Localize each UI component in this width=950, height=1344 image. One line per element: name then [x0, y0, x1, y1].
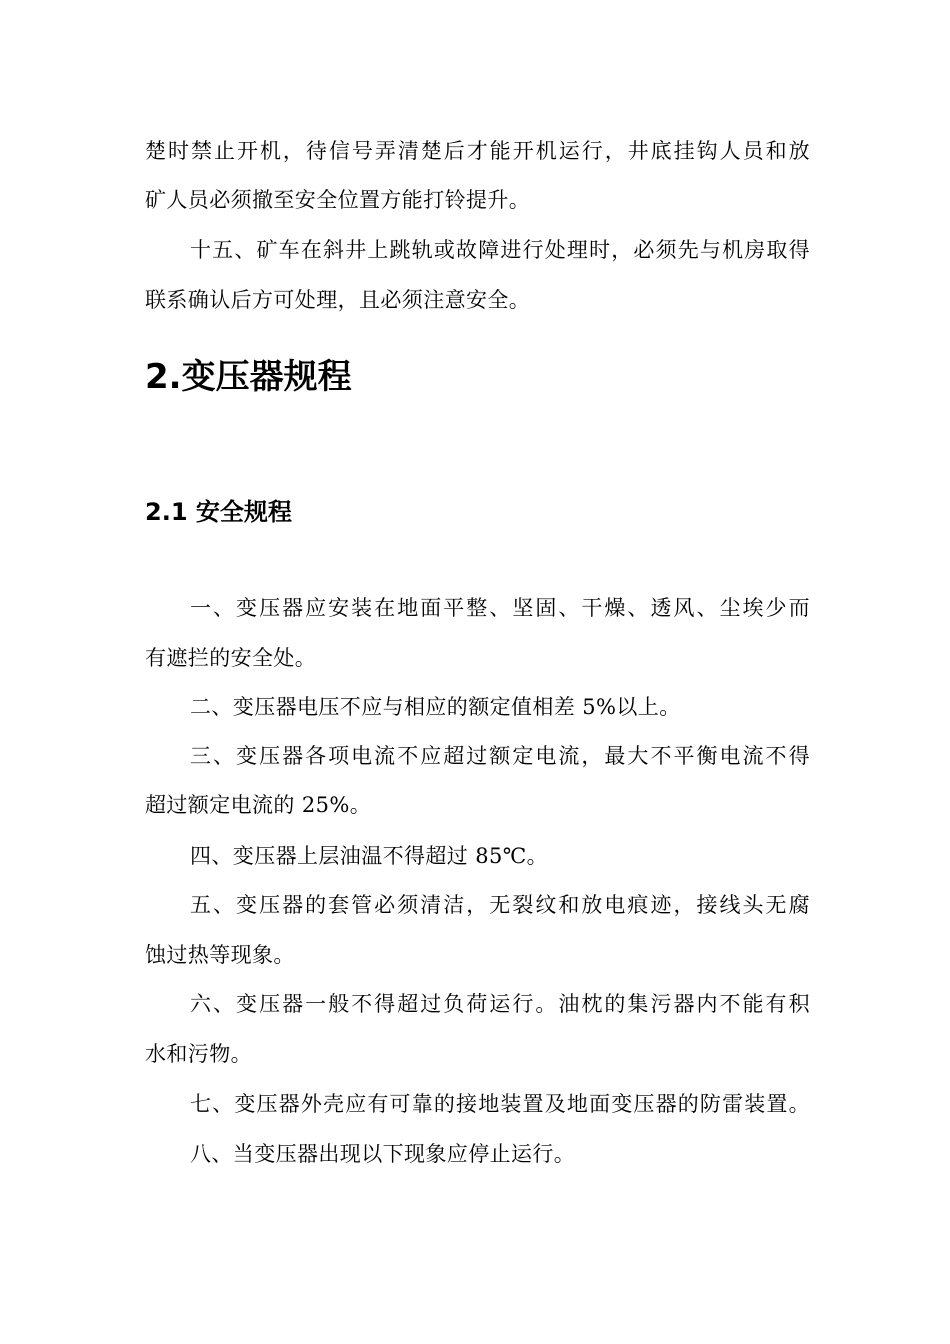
subsection-title: 2.1 安全规程 [145, 498, 292, 526]
rule-5-line-2: 蚀过热等现象。 [145, 943, 295, 967]
rule-2-line-1: 二、变压器电压不应与相应的额定值相差 5%以上。 [190, 695, 681, 719]
rule-5-line-1: 五、变压器的套管必须清洁，无裂纹和放电痕迹，接线头无腐 [190, 893, 810, 917]
rule-4-line-1: 四、变压器上层油温不得超过 85℃。 [190, 844, 549, 868]
rule-15-line-2: 联系确认后方可处理，且必须注意安全。 [145, 288, 531, 312]
rule-6-line-1: 六、变压器一般不得超过负荷运行。油枕的集污器内不能有积 [190, 992, 810, 1016]
rule-3-line-2: 超过额定电流的 25%。 [145, 793, 372, 817]
rule-8-line-1: 八、当变压器出现以下现象应停止运行。 [190, 1142, 576, 1166]
section-title: 2.变压器规程 [145, 357, 352, 397]
rule-1-line-1: 一、变压器应安装在地面平整、坚固、干燥、透风、尘埃少而 [190, 596, 810, 620]
paragraph-continuation-line-1: 楚时禁止开机，待信号弄清楚后才能开机运行，井底挂钩人员和放 [145, 139, 810, 163]
rule-6-line-2: 水和污物。 [145, 1042, 252, 1066]
rule-1-line-2: 有遮拦的安全处。 [145, 646, 317, 670]
rule-3-line-1: 三、变压器各项电流不应超过额定电流，最大不平衡电流不得 [190, 744, 810, 768]
rule-7-line-1: 七、变压器外壳应有可靠的接地装置及地面变压器的防雷装置。 [190, 1092, 810, 1116]
rule-15-line-1: 十五、矿车在斜井上跳轨或故障进行处理时，必须先与机房取得 [190, 238, 810, 262]
paragraph-continuation-line-2: 矿人员必须撤至安全位置方能打铃提升。 [145, 188, 531, 212]
